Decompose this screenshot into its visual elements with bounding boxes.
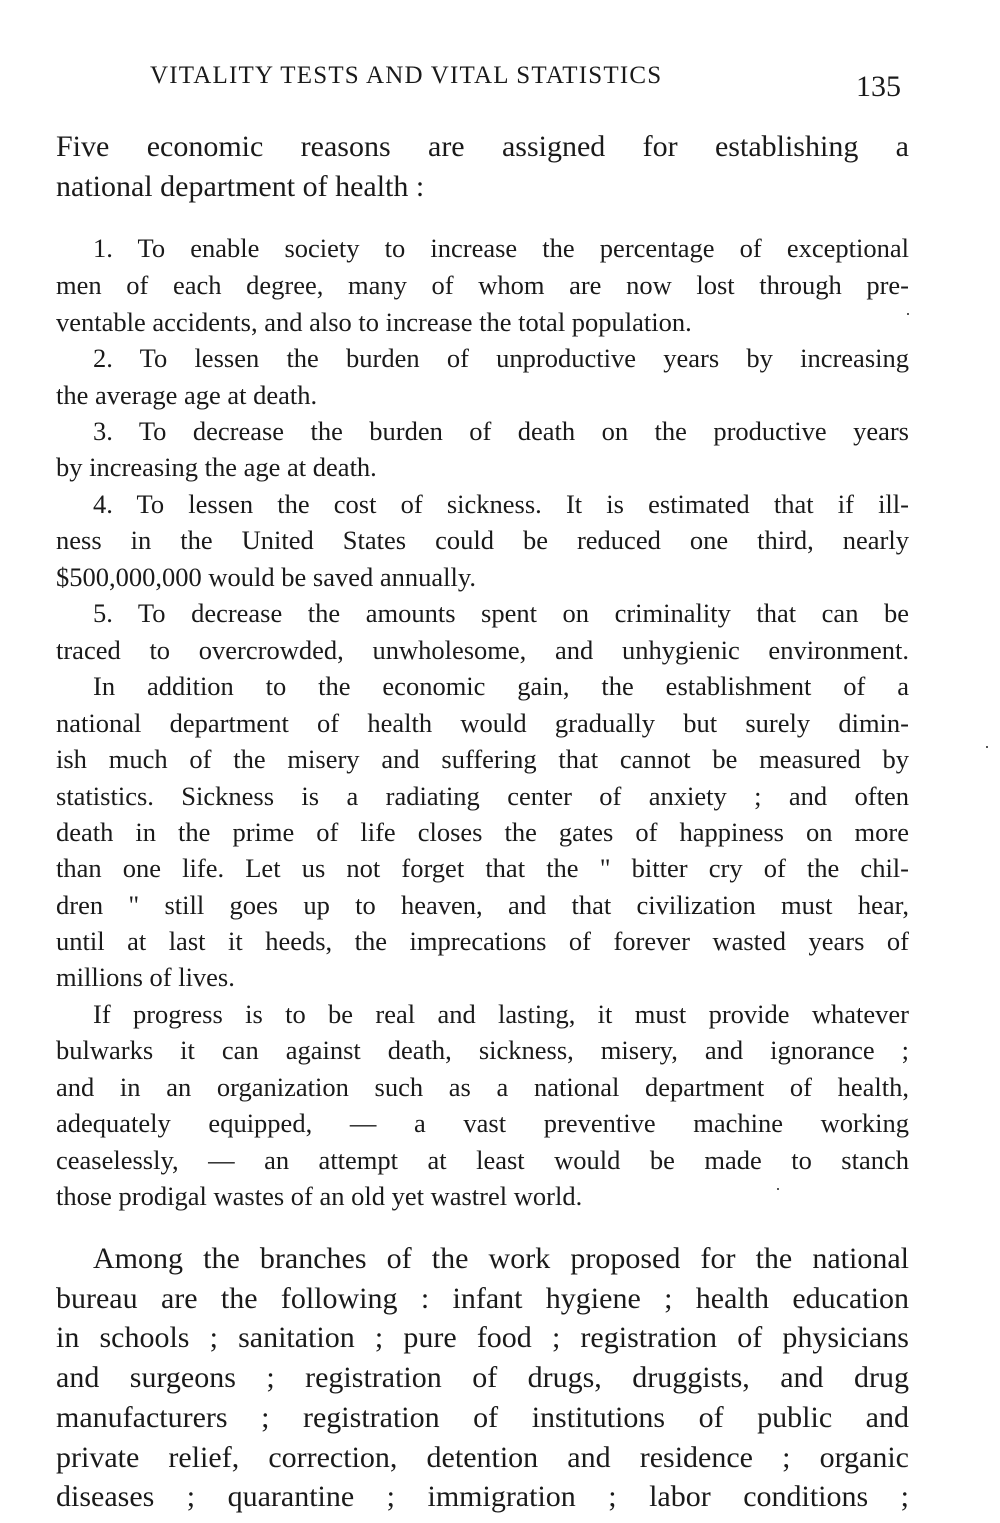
intro-line: national department of health : — [56, 170, 425, 203]
reason-1-line: ventable accidents, and also to increase the total population. — [56, 307, 692, 337]
paragraph-1-line: ish much of the misery and suffering that cannot be measured by — [56, 744, 909, 774]
paragraph-2-line: If progress is to be real and lasting, it must provide whatever — [93, 999, 909, 1029]
paragraph-1-line: death in the prime of life closes the gates of happiness on more — [56, 817, 909, 847]
page-number: 135 — [856, 70, 901, 103]
paragraph-1-line: until at last it heeds, the imprecations of forever wasted years of — [56, 926, 909, 956]
closing-line: and surgeons ; registration of drugs, druggists, and drug — [56, 1361, 909, 1394]
paragraph-2-line: and in an organization such as a national department of health, — [56, 1072, 909, 1102]
reason-5-line: 5. To decrease the amounts spent on criminality that can be — [93, 598, 909, 628]
running-header: VITALITY TESTS AND VITAL STATISTICS — [150, 62, 663, 89]
reason-4-line: ness in the United States could be reduced one third, nearly — [56, 525, 909, 555]
closing-line: private relief, correction, detention and residence ; organic — [56, 1441, 909, 1474]
reason-4-line: $500,000,000 would be saved annually. — [56, 562, 477, 592]
closing-line: in schools ; sanitation ; pure food ; registration of physicians — [56, 1321, 909, 1354]
closing-line: Among the branches of the work proposed for the national — [93, 1242, 909, 1275]
reason-1-line: men of each degree, many of whom are now lost through pre- — [56, 270, 909, 300]
paragraph-2-line: ceaselessly, — an attempt at least would be made to stanch — [56, 1145, 909, 1175]
scan-speck — [907, 313, 909, 315]
paragraph-2-line: bulwarks it can against death, sickness, misery, and ignorance ; — [56, 1035, 909, 1065]
reason-2-line: the average age at death. — [56, 380, 318, 410]
reason-2-line: 2. To lessen the burden of unproductive years by increasing — [93, 343, 909, 373]
closing-line: manufacturers ; registration of institutions of public and — [56, 1401, 909, 1434]
paragraph-1-line: than one life. Let us not forget that the " bitter cry of the chil- — [56, 853, 909, 883]
reason-5-line: traced to overcrowded, unwholesome, and unhygienic environment. — [56, 635, 909, 665]
paragraph-1-line: millions of lives. — [56, 962, 235, 992]
paragraph-1-line: In addition to the economic gain, the establishment of a — [93, 671, 909, 701]
reason-3-line: 3. To decrease the burden of death on the productive years — [93, 416, 909, 446]
reason-4-line: 4. To lessen the cost of sickness. It is estimated that if ill- — [93, 489, 909, 519]
scan-speck — [986, 746, 988, 748]
scan-speck — [777, 1188, 779, 1190]
paragraph-1-line: statistics. Sickness is a radiating center of anxiety ; and often — [56, 781, 909, 811]
paragraph-2-line: adequately equipped, — a vast preventive machine working — [56, 1108, 909, 1138]
paragraph-1-line: national department of health would gradually but surely dimin- — [56, 708, 909, 738]
closing-line: diseases ; quarantine ; immigration ; labor conditions ; — [56, 1480, 909, 1513]
closing-line: bureau are the following : infant hygiene ; health education — [56, 1282, 909, 1315]
reason-3-line: by increasing the age at death. — [56, 452, 377, 482]
reason-1-line: 1. To enable society to increase the percentage of exceptional — [93, 233, 909, 263]
paragraph-2-line: those prodigal wastes of an old yet wastrel world. — [56, 1181, 583, 1211]
intro-line: Five economic reasons are assigned for establishing a — [56, 130, 909, 163]
paragraph-1-line: dren " still goes up to heaven, and that civilization must hear, — [56, 890, 909, 920]
